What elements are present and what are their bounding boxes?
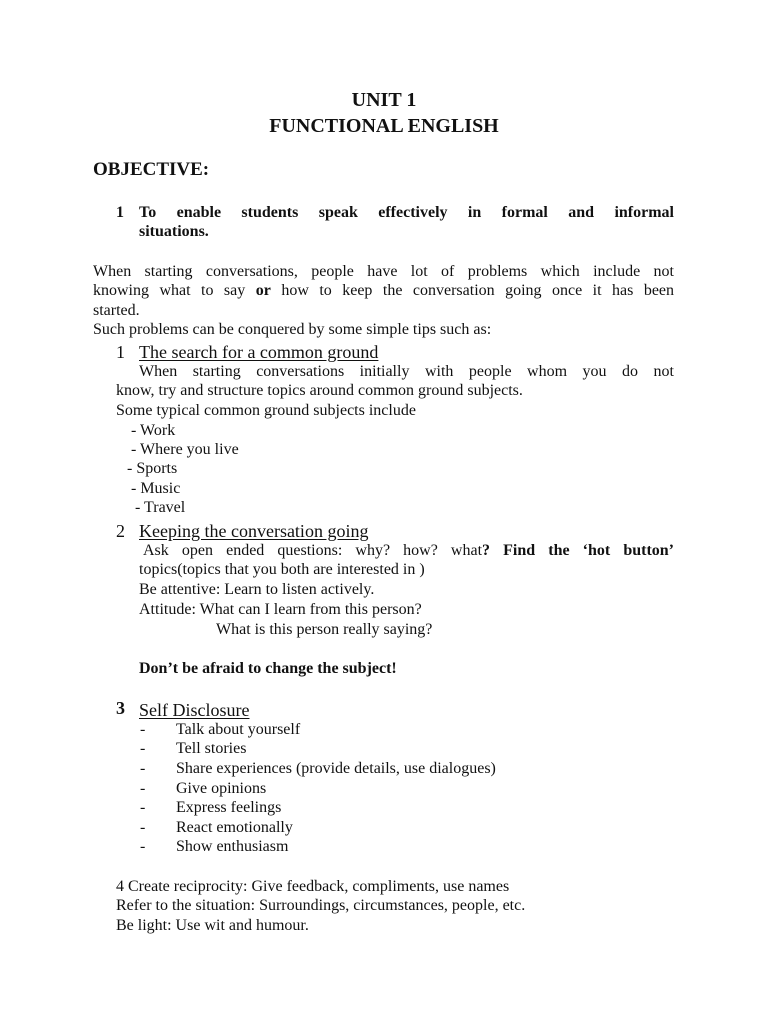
tip2-line-4: Attitude: What can I learn from this person? — [139, 601, 422, 618]
tip4-line-1: 4 Create reciprocity: Give feedback, compliments, use names — [116, 878, 510, 895]
tip3-dash: - — [140, 760, 146, 777]
tip1-item: - Where you live — [131, 441, 239, 458]
intro-or-emphasis: or — [255, 282, 271, 299]
intro-line-2 — [93, 281, 674, 300]
tip3-item: Express feelings — [176, 799, 282, 816]
tip2-number: 2 — [116, 521, 125, 541]
tip1-item: - Work — [131, 422, 176, 439]
tip1-number: 1 — [116, 342, 125, 362]
tip1-line-1: When starting conversations initially with people whom you do not — [139, 363, 674, 380]
objective-line-2: situations. — [139, 223, 209, 240]
subject-title: FUNCTIONAL ENGLISH — [269, 115, 499, 137]
tip3-item: Give opinions — [176, 780, 267, 797]
tip4-line-3: Be light: Use wit and humour. — [116, 917, 309, 934]
tip1-heading: The search for a common ground — [139, 342, 379, 362]
tip1-item: - Music — [131, 480, 181, 497]
tip3-item: Share experiences (provide details, use dialogues) — [176, 760, 496, 777]
tip3-item: React emotionally — [176, 819, 293, 836]
intro-line-2-part-b: how to keep the conversation going once it has been — [281, 282, 675, 299]
tip3-item: Talk about yourself — [176, 721, 301, 738]
tip1-item: - Travel — [135, 499, 186, 516]
tip2-hot-button: ? Find the ‘hot button’ — [482, 542, 675, 559]
tip3-dash: - — [140, 819, 146, 836]
intro-line-4: Such problems can be conquered by some simple tips such as: — [93, 321, 492, 338]
tip3-dash: - — [140, 740, 146, 757]
tip3-dash: - — [140, 780, 146, 797]
tip3-dash: - — [140, 838, 146, 855]
tip2-heading: Keeping the conversation going — [139, 521, 369, 541]
tip1-line-3: Some typical common ground subjects include — [116, 402, 416, 419]
tip2-line-5: What is this person really saying? — [216, 621, 433, 638]
tip3-heading: Self Disclosure — [139, 700, 250, 720]
unit-title: UNIT 1 — [351, 89, 417, 111]
tip2-line-2: topics(topics that you both are interested in ) — [139, 561, 425, 578]
intro-line-2-part-a: knowing what to say — [93, 282, 246, 299]
objective-number: 1 — [116, 204, 124, 221]
tip3-item: Show enthusiasm — [176, 838, 289, 855]
tip4-line-2: Refer to the situation: Surroundings, circumstances, people, etc. — [116, 897, 526, 914]
tip2-line-1 — [143, 541, 674, 560]
tip2-line-1-part-a: Ask open ended questions: why? how? what — [143, 542, 483, 559]
objective-line-1: To enable students speak effectively in formal and informal — [139, 204, 674, 221]
tip2-line-3: Be attentive: Learn to listen actively. — [139, 581, 375, 598]
objective-heading: OBJECTIVE: — [93, 159, 210, 180]
tip3-number: 3 — [116, 698, 125, 718]
tip3-dash: - — [140, 799, 146, 816]
tip3-dash: - — [140, 721, 146, 738]
intro-line-1: When starting conversations, people have lot of problems which include not — [93, 263, 674, 280]
tip2-line-6: Don’t be afraid to change the subject! — [139, 660, 397, 677]
tip1-item: - Sports — [127, 460, 178, 477]
tip3-item: Tell stories — [176, 740, 247, 757]
intro-line-3: started. — [93, 302, 140, 319]
tip1-line-2: know, try and structure topics around common ground subjects. — [116, 382, 523, 399]
